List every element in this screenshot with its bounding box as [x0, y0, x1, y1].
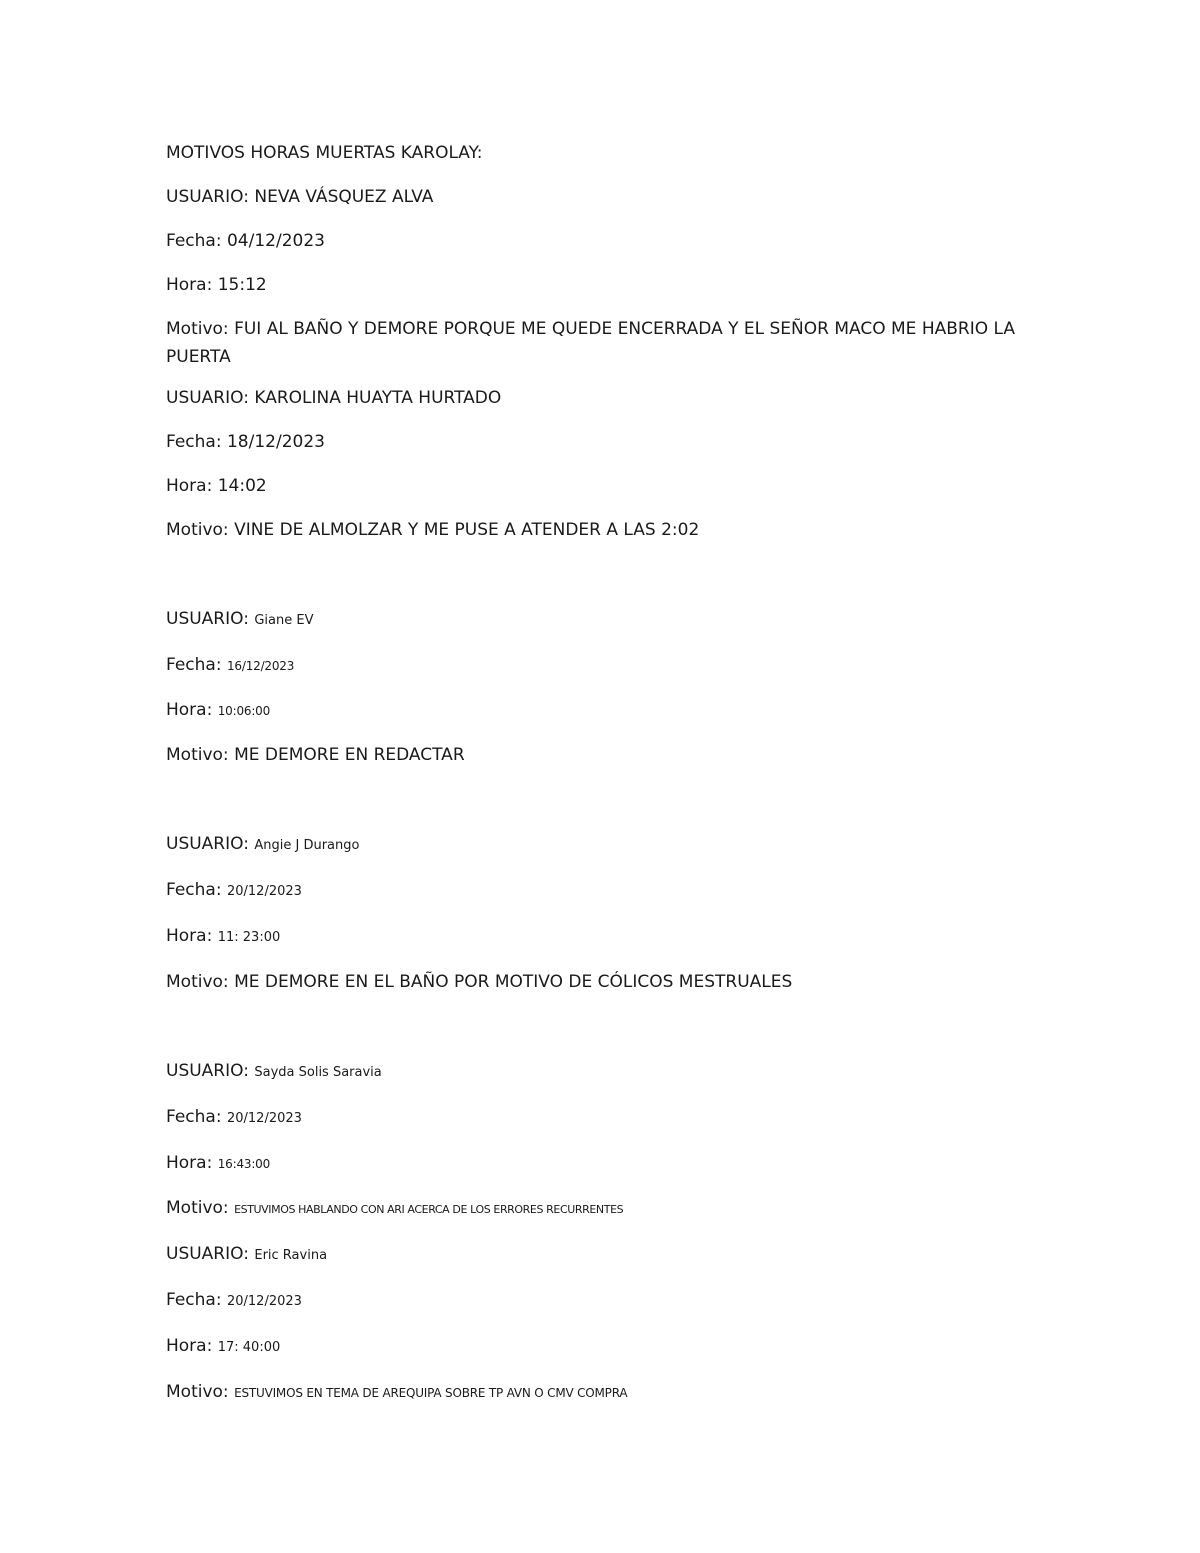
- entry-4-hora: [166, 925, 1036, 949]
- entry-6-motivo: [166, 1381, 1036, 1404]
- usuario-label: USUARIO:: [166, 609, 249, 629]
- usuario-value: Eric Ravina: [254, 1248, 328, 1263]
- motivo-label: Motivo:: [166, 972, 229, 992]
- entry-1-motivo: [166, 315, 1036, 371]
- usuario-label: USUARIO:: [166, 187, 249, 207]
- fecha-value: 04/12/2023: [226, 231, 325, 251]
- hora-label: Hora:: [166, 1336, 213, 1356]
- entry-6-fecha: [166, 1289, 1036, 1313]
- usuario-value: Giane EV: [254, 613, 314, 628]
- motivo-value: ME DEMORE EN EL BAÑO POR MOTIVO DE CÓLICOS MESTRUALES: [234, 972, 793, 992]
- entry-1-fecha: [166, 230, 1036, 252]
- entry-6-usuario: [166, 1243, 1036, 1267]
- motivo-value: ME DEMORE EN REDACTAR: [234, 745, 465, 765]
- fecha-value: 20/12/2023: [226, 1111, 302, 1126]
- spacer: [166, 788, 1036, 833]
- spacer: [166, 563, 1036, 608]
- hora-value: 17: 40:00: [217, 1340, 281, 1355]
- usuario-label: USUARIO:: [166, 1244, 249, 1264]
- usuario-label: USUARIO:: [166, 834, 249, 854]
- hora-value: 16:43:00: [217, 1157, 271, 1171]
- motivo-value: ESTUVIMOS HABLANDO CON ARI ACERCA DE LOS ERRORES RECURRENTES: [234, 1203, 624, 1216]
- hora-label: Hora:: [166, 700, 213, 720]
- document-title: MOTIVOS HORAS MUERTAS KAROLAY:: [166, 143, 483, 163]
- hora-value: 10:06:00: [217, 704, 271, 718]
- motivo-label: Motivo:: [166, 1382, 229, 1402]
- entry-4-fecha: [166, 879, 1036, 903]
- motivo-label: Motivo:: [166, 319, 229, 339]
- motivo-value: FUI AL BAÑO Y DEMORE PORQUE ME QUEDE ENCERRADA Y EL SEÑOR MACO ME HABRIO LA PUERTA: [166, 319, 1015, 367]
- usuario-label: USUARIO:: [166, 1061, 249, 1081]
- fecha-value: 20/12/2023: [226, 884, 302, 899]
- motivo-label: Motivo:: [166, 1198, 229, 1218]
- entry-5-motivo: [166, 1197, 1036, 1221]
- hora-label: Hora:: [166, 476, 213, 496]
- motivo-value: VINE DE ALMOLZAR Y ME PUSE A ATENDER A LAS 2:02: [234, 520, 700, 540]
- fecha-label: Fecha:: [166, 655, 222, 675]
- entry-3-hora: [166, 699, 1036, 722]
- hora-value: 14:02: [217, 476, 267, 496]
- fecha-label: Fecha:: [166, 1290, 222, 1310]
- fecha-value: 18/12/2023: [226, 432, 325, 452]
- hora-label: Hora:: [166, 275, 213, 295]
- entry-4-motivo: [166, 971, 1036, 993]
- entry-6-hora: [166, 1335, 1036, 1359]
- entry-3-fecha: [166, 654, 1036, 677]
- entry-2-fecha: [166, 431, 1036, 453]
- entry-5-hora: [166, 1152, 1036, 1175]
- spacer: [166, 1015, 1036, 1060]
- usuario-value: Sayda Solis Saravia: [254, 1065, 382, 1080]
- motivo-label: Motivo:: [166, 745, 229, 765]
- usuario-value: KAROLINA HUAYTA HURTADO: [254, 388, 502, 408]
- hora-value: 11: 23:00: [217, 930, 281, 945]
- hora-label: Hora:: [166, 1153, 213, 1173]
- motivo-value: ESTUVIMOS EN TEMA DE AREQUIPA SOBRE TP AVN O CMV COMPRA: [234, 1386, 628, 1400]
- usuario-value: Angie J Durango: [254, 838, 360, 853]
- hora-value: 15:12: [217, 275, 267, 295]
- entry-5-fecha: [166, 1106, 1036, 1130]
- entry-3-motivo: [166, 744, 1036, 766]
- entry-5-usuario: [166, 1060, 1036, 1084]
- fecha-label: Fecha:: [166, 231, 222, 251]
- usuario-label: USUARIO:: [166, 388, 249, 408]
- fecha-value: 20/12/2023: [226, 1294, 302, 1309]
- fecha-label: Fecha:: [166, 432, 222, 452]
- document-body: [166, 142, 1036, 1426]
- entry-4-usuario: [166, 833, 1036, 857]
- fecha-label: Fecha:: [166, 880, 222, 900]
- usuario-value: NEVA VÁSQUEZ ALVA: [254, 187, 434, 207]
- entry-3-usuario: [166, 608, 1036, 632]
- entry-2-usuario: [166, 387, 1036, 409]
- hora-label: Hora:: [166, 926, 213, 946]
- fecha-value: 16/12/2023: [226, 659, 295, 673]
- entry-2-motivo: [166, 519, 1036, 541]
- fecha-label: Fecha:: [166, 1107, 222, 1127]
- motivo-label: Motivo:: [166, 520, 229, 540]
- entry-1-usuario: [166, 186, 1036, 208]
- entry-1-hora: [166, 274, 1036, 296]
- entry-2-hora: [166, 475, 1036, 497]
